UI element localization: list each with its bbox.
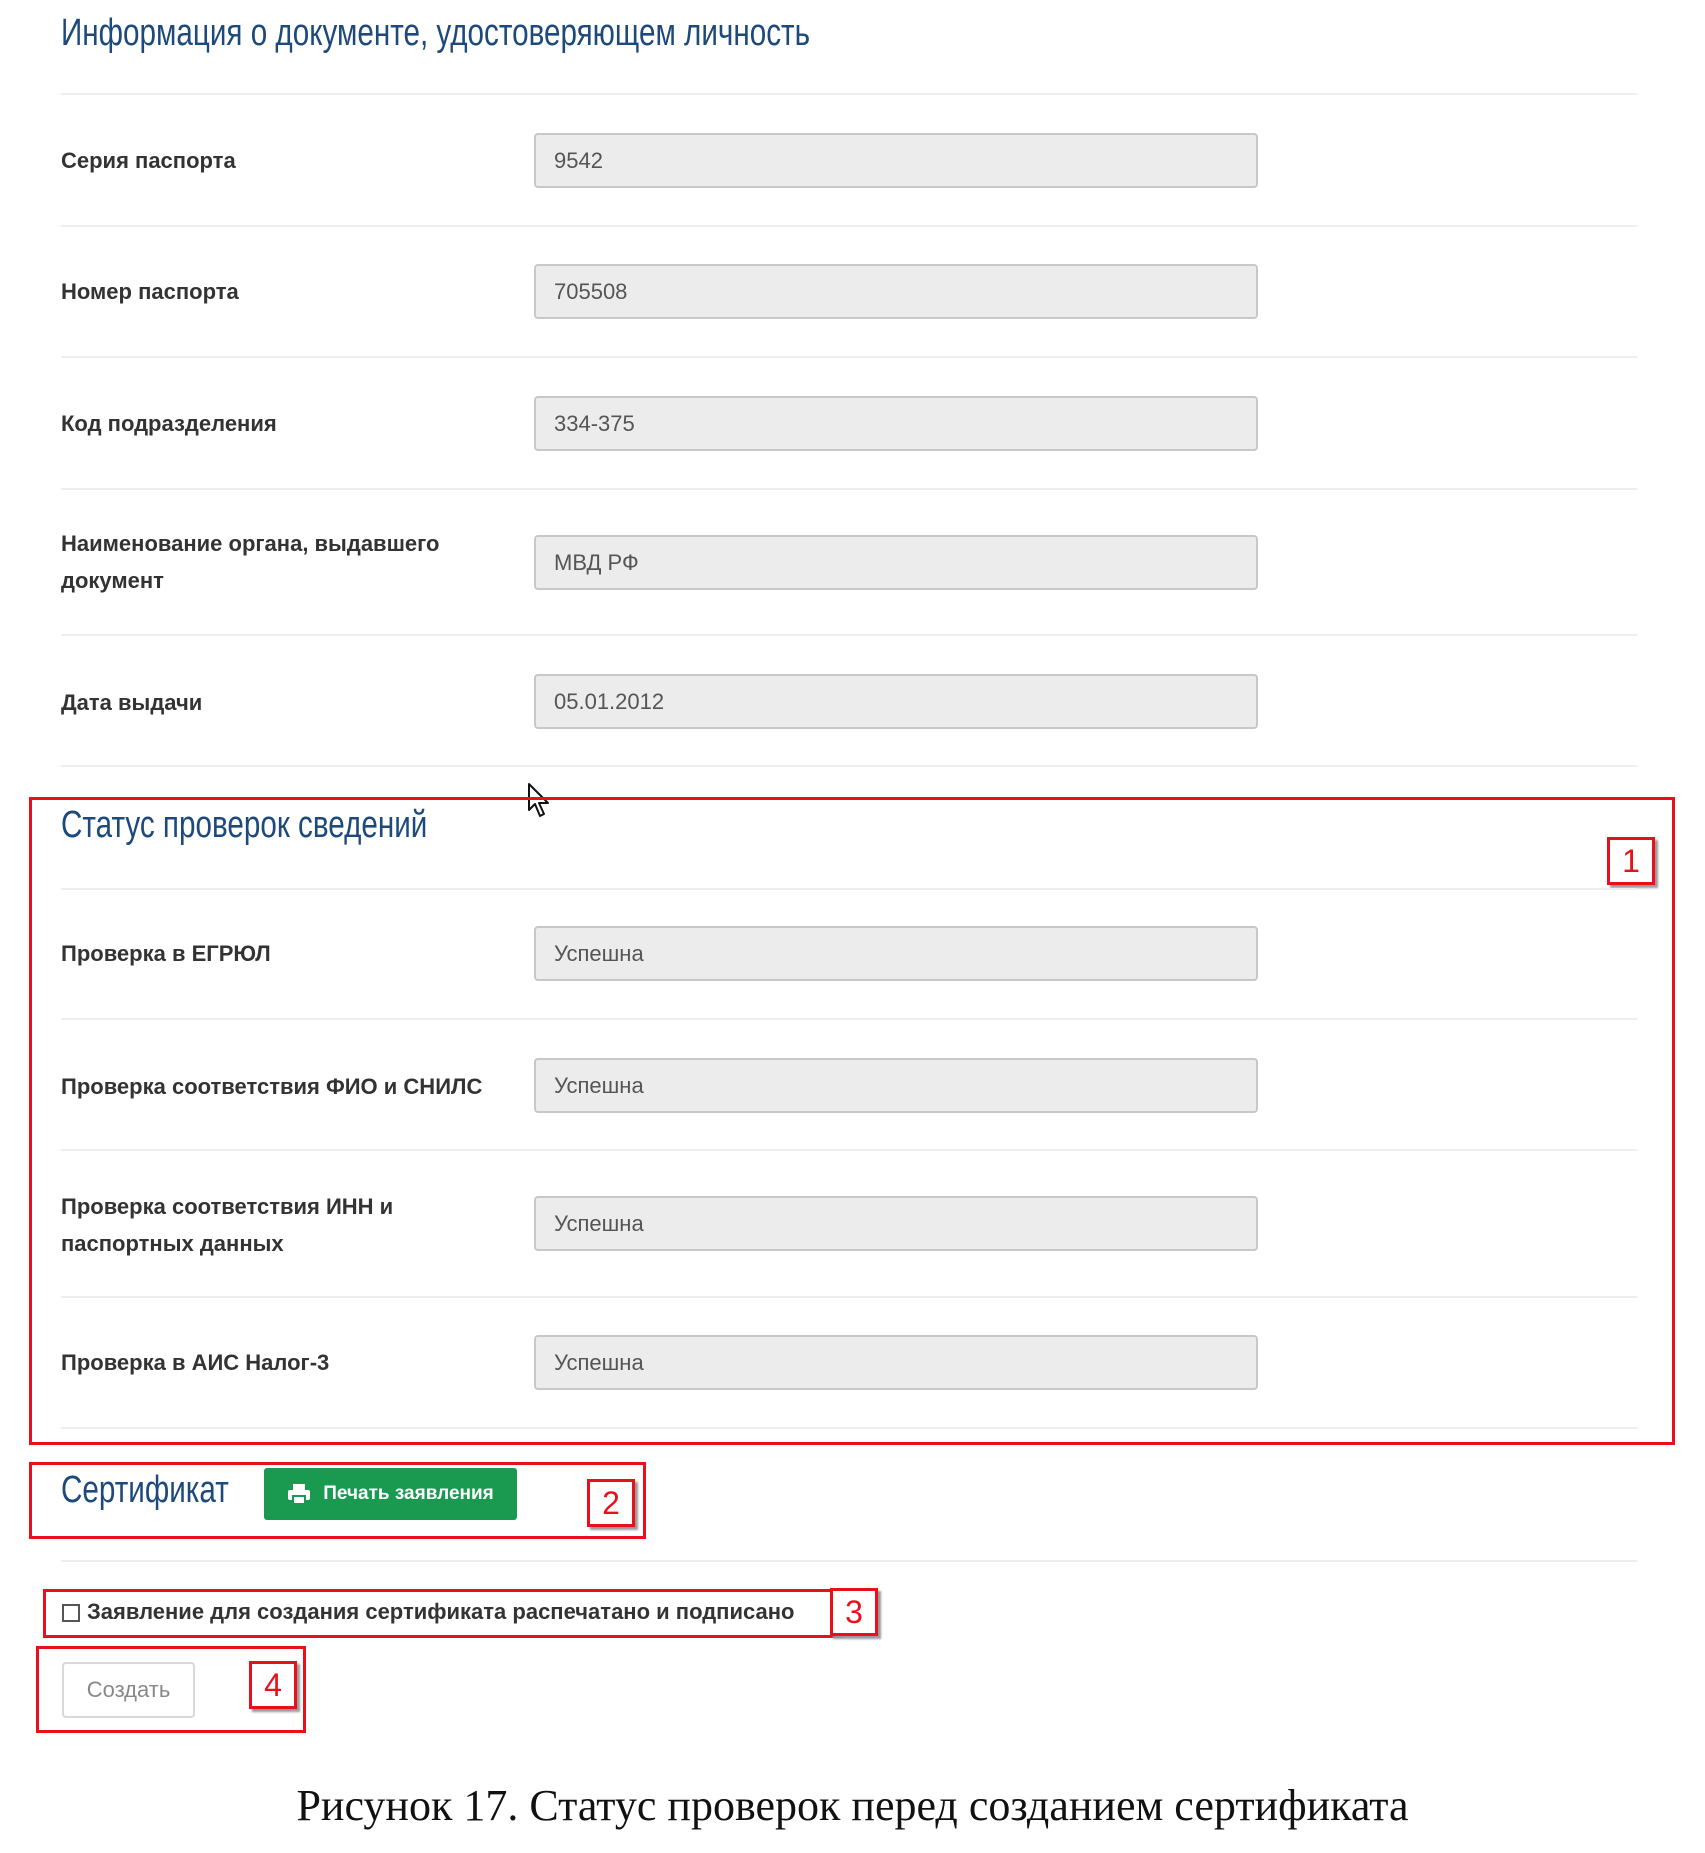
divider <box>61 1296 1637 1298</box>
create-button[interactable]: Создать <box>62 1662 195 1718</box>
printer-icon <box>287 1483 311 1505</box>
label-issue-date: Дата выдачи <box>61 690 203 715</box>
divider <box>61 1427 1637 1429</box>
check-ais-nalog-field[interactable]: Успешна <box>534 1335 1258 1390</box>
annotation-badge-1: 1 <box>1607 837 1655 885</box>
figure-caption: Рисунок 17. Статус проверок перед созданием сертификата <box>296 1781 1409 1830</box>
divider <box>61 1560 1637 1562</box>
print-application-label: Печать заявления <box>323 1483 494 1504</box>
divider <box>61 765 1637 767</box>
divider <box>61 225 1637 227</box>
annotation-badge-4: 4 <box>249 1661 297 1709</box>
label-check-ais-nalog: Проверка в АИС Налог-3 <box>61 1350 330 1375</box>
divider <box>61 1149 1637 1151</box>
print-application-button[interactable] <box>264 1468 517 1520</box>
label-check-fio-snils: Проверка соответствия ФИО и СНИЛС <box>61 1074 483 1099</box>
divider <box>61 356 1637 358</box>
passport-number-field[interactable]: 705508 <box>534 264 1258 319</box>
issuing-authority-field[interactable]: МВД РФ <box>534 535 1258 590</box>
divider <box>61 888 1637 890</box>
issue-date-field[interactable]: 05.01.2012 <box>534 674 1258 729</box>
section-title-certificate: Сертификат <box>61 1469 229 1511</box>
printed-signed-label: Заявление для создания сертификата распечатано и подписано <box>87 1599 795 1624</box>
annotation-badge-3: 3 <box>830 1588 878 1636</box>
divider <box>61 634 1637 636</box>
divider <box>61 1018 1637 1020</box>
division-code-field[interactable]: 334-375 <box>534 396 1258 451</box>
divider <box>61 488 1637 490</box>
check-fio-snils-field[interactable]: Успешна <box>534 1058 1258 1113</box>
label-check-egrul: Проверка в ЕГРЮЛ <box>61 941 271 966</box>
label-passport-number: Номер паспорта <box>61 279 239 304</box>
section-title-checks: Статус проверок сведений <box>61 804 428 846</box>
label-issuing-authority: Наименование органа, выдавшего документ <box>61 531 440 593</box>
check-inn-passport-field[interactable]: Успешна <box>534 1196 1258 1251</box>
label-passport-series: Серия паспорта <box>61 148 236 173</box>
label-check-inn-passport: Проверка соответствия ИНН и паспортных данных <box>61 1194 394 1256</box>
label-division-code: Код подразделения <box>61 411 277 436</box>
section-title-identity: Информация о документе, удостоверяющем личность <box>61 12 811 54</box>
check-egrul-field[interactable]: Успешна <box>534 926 1258 981</box>
divider <box>61 93 1637 95</box>
annotation-badge-2: 2 <box>587 1479 635 1527</box>
printed-signed-checkbox[interactable] <box>62 1604 80 1622</box>
passport-series-field[interactable]: 9542 <box>534 133 1258 188</box>
